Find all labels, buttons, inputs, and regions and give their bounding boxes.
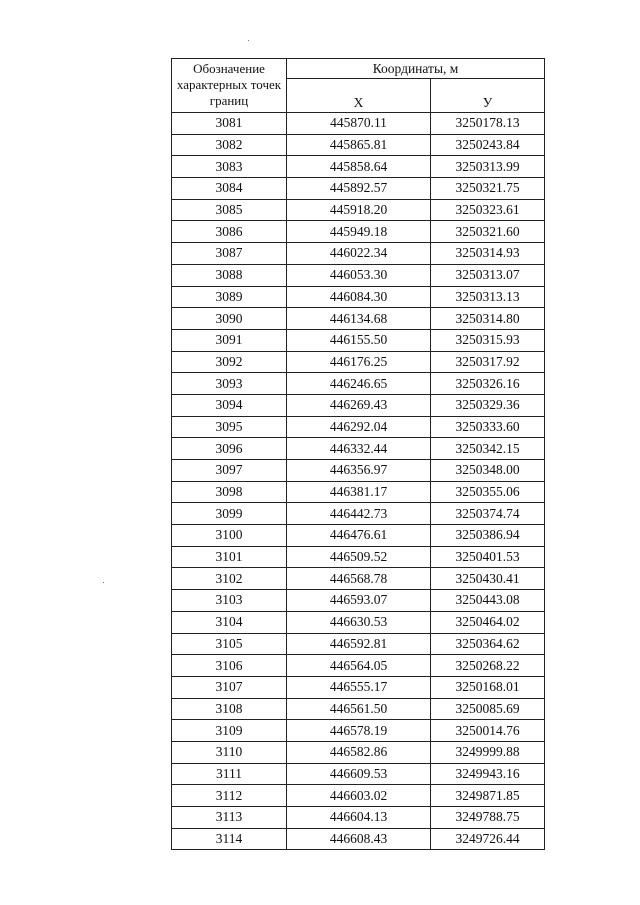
point-id-cell: 3106 bbox=[172, 655, 287, 677]
x-coordinate-cell: 446555.17 bbox=[287, 676, 431, 698]
table-row bbox=[172, 156, 545, 178]
y-coordinate-cell: 3249999.88 bbox=[431, 741, 545, 763]
y-column-header: У bbox=[431, 79, 545, 113]
x-coordinate-cell: 446022.34 bbox=[287, 243, 431, 265]
table-row bbox=[172, 676, 545, 698]
point-id-cell: 3084 bbox=[172, 178, 287, 200]
point-id-cell: 3109 bbox=[172, 720, 287, 742]
y-coordinate-cell: 3250268.22 bbox=[431, 655, 545, 677]
y-coordinate-cell: 3250443.08 bbox=[431, 590, 545, 612]
table-row bbox=[172, 351, 545, 373]
table-header bbox=[172, 59, 545, 113]
y-coordinate-cell: 3250386.94 bbox=[431, 525, 545, 547]
x-coordinate-cell: 446332.44 bbox=[287, 438, 431, 460]
point-id-cell: 3090 bbox=[172, 308, 287, 330]
table-row bbox=[172, 807, 545, 829]
x-coordinate-cell: 446053.30 bbox=[287, 264, 431, 286]
point-id-cell: 3101 bbox=[172, 546, 287, 568]
x-coordinate-cell: 446509.52 bbox=[287, 546, 431, 568]
table-row bbox=[172, 438, 545, 460]
x-coordinate-cell: 446084.30 bbox=[287, 286, 431, 308]
y-coordinate-cell: 3250342.15 bbox=[431, 438, 545, 460]
y-coordinate-cell: 3250314.80 bbox=[431, 308, 545, 330]
table-row bbox=[172, 568, 545, 590]
table-row bbox=[172, 416, 545, 438]
y-coordinate-cell: 3250323.61 bbox=[431, 199, 545, 221]
point-id-cell: 3110 bbox=[172, 741, 287, 763]
x-coordinate-cell: 446292.04 bbox=[287, 416, 431, 438]
point-id-cell: 3088 bbox=[172, 264, 287, 286]
x-coordinate-cell: 446578.19 bbox=[287, 720, 431, 742]
y-coordinate-cell: 3249788.75 bbox=[431, 807, 545, 829]
x-coordinate-cell: 446604.13 bbox=[287, 807, 431, 829]
y-coordinate-cell: 3250178.13 bbox=[431, 113, 545, 135]
point-id-cell: 3105 bbox=[172, 633, 287, 655]
table-row bbox=[172, 460, 545, 482]
x-coordinate-cell: 445918.20 bbox=[287, 199, 431, 221]
x-coordinate-cell: 446561.50 bbox=[287, 698, 431, 720]
x-coordinate-cell: 446155.50 bbox=[287, 329, 431, 351]
coordinates-group-header: Координаты, м bbox=[287, 59, 545, 79]
y-coordinate-cell: 3250364.62 bbox=[431, 633, 545, 655]
x-coordinate-cell: 445858.64 bbox=[287, 156, 431, 178]
point-id-cell: 3104 bbox=[172, 611, 287, 633]
point-id-cell: 3087 bbox=[172, 243, 287, 265]
table-row bbox=[172, 828, 545, 850]
x-coordinate-cell: 446134.68 bbox=[287, 308, 431, 330]
point-id-cell: 3086 bbox=[172, 221, 287, 243]
table-row bbox=[172, 698, 545, 720]
x-coordinate-cell: 445949.18 bbox=[287, 221, 431, 243]
x-coordinate-cell: 446564.05 bbox=[287, 655, 431, 677]
table-row bbox=[172, 525, 545, 547]
table-body bbox=[172, 113, 545, 850]
x-coordinate-cell: 446246.65 bbox=[287, 373, 431, 395]
y-coordinate-cell: 3250333.60 bbox=[431, 416, 545, 438]
table-row bbox=[172, 741, 545, 763]
table-row bbox=[172, 394, 545, 416]
point-id-cell: 3096 bbox=[172, 438, 287, 460]
y-coordinate-cell: 3250317.92 bbox=[431, 351, 545, 373]
coordinates-table bbox=[171, 58, 545, 850]
point-id-cell: 3098 bbox=[172, 481, 287, 503]
x-coordinate-cell: 446381.17 bbox=[287, 481, 431, 503]
table-row bbox=[172, 481, 545, 503]
y-coordinate-cell: 3250321.60 bbox=[431, 221, 545, 243]
table-row bbox=[172, 134, 545, 156]
table-row bbox=[172, 329, 545, 351]
point-id-cell: 3100 bbox=[172, 525, 287, 547]
table-row bbox=[172, 264, 545, 286]
point-id-cell: 3095 bbox=[172, 416, 287, 438]
point-id-cell: 3097 bbox=[172, 460, 287, 482]
x-coordinate-cell: 446609.53 bbox=[287, 763, 431, 785]
table-row bbox=[172, 785, 545, 807]
point-id-cell: 3082 bbox=[172, 134, 287, 156]
point-id-cell: 3102 bbox=[172, 568, 287, 590]
y-coordinate-cell: 3250430.41 bbox=[431, 568, 545, 590]
point-id-cell: 3111 bbox=[172, 763, 287, 785]
point-id-cell: 3108 bbox=[172, 698, 287, 720]
point-id-cell: 3093 bbox=[172, 373, 287, 395]
table-row bbox=[172, 633, 545, 655]
y-coordinate-cell: 3250085.69 bbox=[431, 698, 545, 720]
x-coordinate-cell: 446568.78 bbox=[287, 568, 431, 590]
y-coordinate-cell: 3249871.85 bbox=[431, 785, 545, 807]
y-coordinate-cell: 3250313.13 bbox=[431, 286, 545, 308]
y-coordinate-cell: 3250401.53 bbox=[431, 546, 545, 568]
y-coordinate-cell: 3250314.93 bbox=[431, 243, 545, 265]
point-id-cell: 3094 bbox=[172, 394, 287, 416]
point-id-cell: 3114 bbox=[172, 828, 287, 850]
point-id-cell: 3103 bbox=[172, 590, 287, 612]
point-id-cell: 3099 bbox=[172, 503, 287, 525]
table-row bbox=[172, 763, 545, 785]
x-column-header: Х bbox=[287, 79, 431, 113]
y-coordinate-cell: 3250014.76 bbox=[431, 720, 545, 742]
y-coordinate-cell: 3250313.99 bbox=[431, 156, 545, 178]
y-coordinate-cell: 3250329.36 bbox=[431, 394, 545, 416]
table-row bbox=[172, 373, 545, 395]
table-row bbox=[172, 286, 545, 308]
table-row bbox=[172, 178, 545, 200]
point-id-cell: 3113 bbox=[172, 807, 287, 829]
point-id-cell: 3091 bbox=[172, 329, 287, 351]
point-id-cell: 3083 bbox=[172, 156, 287, 178]
table-row bbox=[172, 546, 545, 568]
y-coordinate-cell: 3250315.93 bbox=[431, 329, 545, 351]
x-coordinate-cell: 446603.02 bbox=[287, 785, 431, 807]
table-row bbox=[172, 308, 545, 330]
x-coordinate-cell: 446356.97 bbox=[287, 460, 431, 482]
y-coordinate-cell: 3250321.75 bbox=[431, 178, 545, 200]
table-row bbox=[172, 590, 545, 612]
point-id-cell: 3089 bbox=[172, 286, 287, 308]
y-coordinate-cell: 3249726.44 bbox=[431, 828, 545, 850]
point-id-cell: 3081 bbox=[172, 113, 287, 135]
x-coordinate-cell: 446593.07 bbox=[287, 590, 431, 612]
point-id-cell: 3112 bbox=[172, 785, 287, 807]
y-coordinate-cell: 3250464.02 bbox=[431, 611, 545, 633]
y-coordinate-cell: 3250348.00 bbox=[431, 460, 545, 482]
x-coordinate-cell: 446608.43 bbox=[287, 828, 431, 850]
table-row bbox=[172, 503, 545, 525]
x-coordinate-cell: 445892.57 bbox=[287, 178, 431, 200]
y-coordinate-cell: 3250313.07 bbox=[431, 264, 545, 286]
point-id-cell: 3107 bbox=[172, 676, 287, 698]
x-coordinate-cell: 445870.11 bbox=[287, 113, 431, 135]
point-label-header: Обозначение характерных точек границ bbox=[172, 59, 287, 113]
x-coordinate-cell: 446592.81 bbox=[287, 633, 431, 655]
point-id-cell: 3085 bbox=[172, 199, 287, 221]
x-coordinate-cell: 445865.81 bbox=[287, 134, 431, 156]
x-coordinate-cell: 446476.61 bbox=[287, 525, 431, 547]
x-coordinate-cell: 446630.53 bbox=[287, 611, 431, 633]
table-row bbox=[172, 221, 545, 243]
x-coordinate-cell: 446269.43 bbox=[287, 394, 431, 416]
scan-speck bbox=[248, 40, 249, 41]
y-coordinate-cell: 3250243.84 bbox=[431, 134, 545, 156]
y-coordinate-cell: 3249943.16 bbox=[431, 763, 545, 785]
table-row bbox=[172, 243, 545, 265]
table-row bbox=[172, 720, 545, 742]
x-coordinate-cell: 446582.86 bbox=[287, 741, 431, 763]
y-coordinate-cell: 3250374.74 bbox=[431, 503, 545, 525]
table-row bbox=[172, 655, 545, 677]
x-coordinate-cell: 446176.25 bbox=[287, 351, 431, 373]
scan-speck bbox=[103, 582, 104, 583]
table-row bbox=[172, 611, 545, 633]
table-row bbox=[172, 113, 545, 135]
point-id-cell: 3092 bbox=[172, 351, 287, 373]
y-coordinate-cell: 3250355.06 bbox=[431, 481, 545, 503]
x-coordinate-cell: 446442.73 bbox=[287, 503, 431, 525]
table-row bbox=[172, 199, 545, 221]
y-coordinate-cell: 3250168.01 bbox=[431, 676, 545, 698]
y-coordinate-cell: 3250326.16 bbox=[431, 373, 545, 395]
